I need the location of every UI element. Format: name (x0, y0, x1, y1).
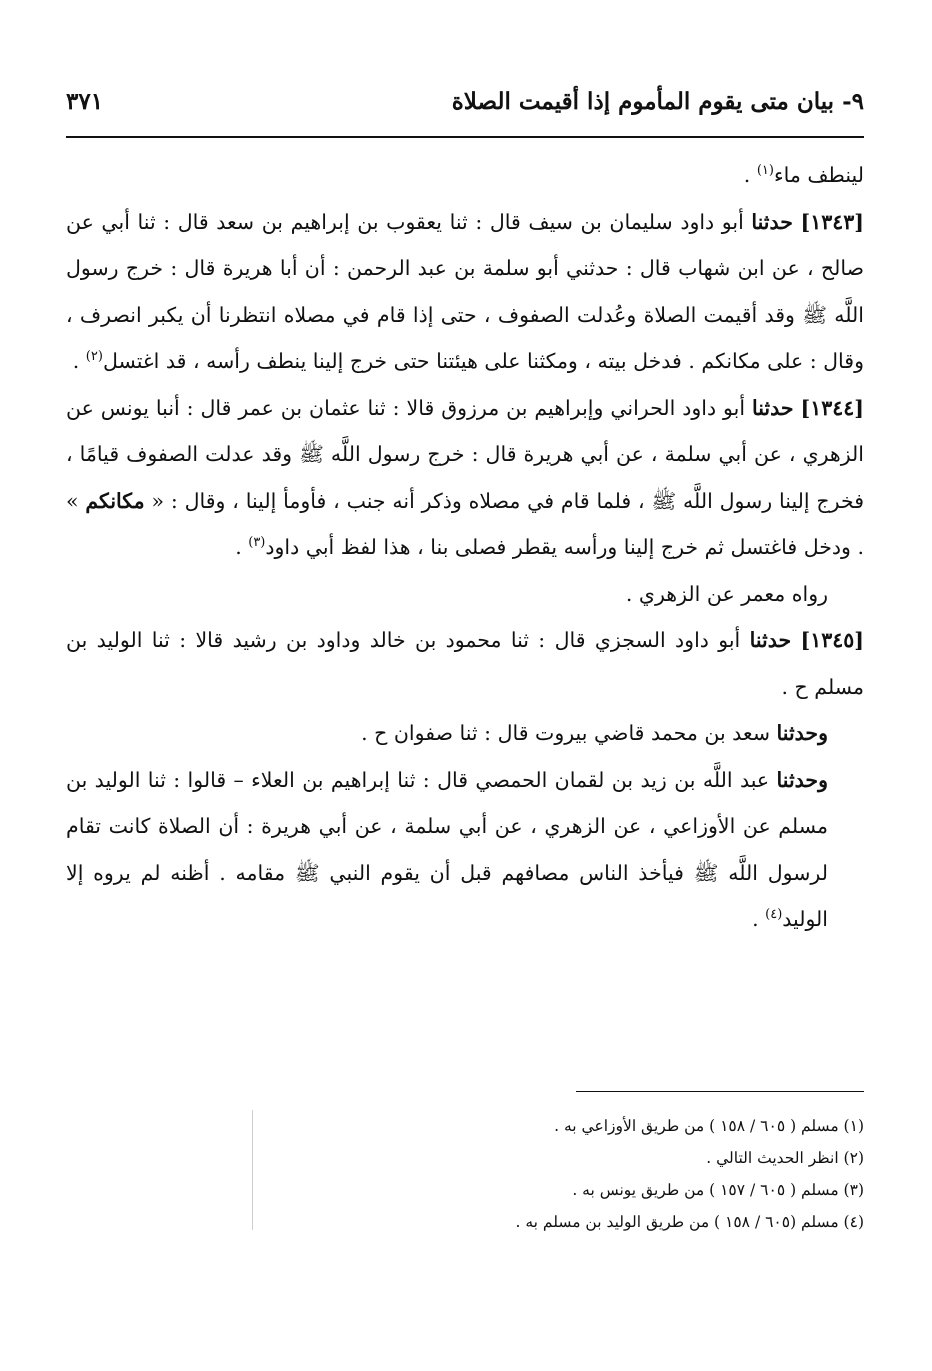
chain-lead-word: وحدثنا (776, 721, 828, 745)
header-divider (66, 136, 864, 138)
hadith-lead-word: حدثنا (751, 209, 793, 234)
hadith-text: أبو داود الحراني وإبراهيم بن مرزوق قالا : ثنا عثمان بن عمر قال : أنبا يونس عن الزهري ، عن أبي سلمة ، عن أبي هريرة قال : خرج رسول اللَّه ﷺ وقد عدلت الصفوف قيامًا ، فخرج إلينا رسول اللَّه ﷺ ، فلما قام في مصلاه وذكر أنه جنب ، فأومأ إلينا ، وقال : « (66, 395, 864, 513)
paragraph-continuation (66, 152, 864, 199)
hadith-1345 (66, 617, 864, 710)
paragraph-text: سعد بن محمد قاضي بيروت قال : ثنا صفوان ح . (361, 721, 777, 745)
hadith-number: [١٣٤٥] (800, 628, 864, 652)
hadith-1343 (66, 199, 864, 385)
hadith-1344 (66, 385, 864, 571)
hadith-lead-word: حدثنا (752, 395, 794, 420)
footnote-divider (576, 1091, 864, 1092)
paragraph-tail: . (72, 349, 86, 373)
main-text (66, 152, 864, 943)
footnote-ref: (٣) (248, 535, 266, 551)
hadith-text: أبو داود سليمان بن سيف قال : ثنا يعقوب بن إبراهيم بن سعد قال : ثنا أبي عن صالح ، عن ابن شهاب قال : حدثني أبو سلمة بن عبد الرحمن : أن أبا هريرة قال : خرج رسول اللَّه ﷺ وقد أقيمت الصلاة وعُدلت الصفوف ، حتى إذا قام في مصلاه انتظرنا أن يكبر انصرف ، وقال : على مكانكم . فدخل بيته ، ومكثنا على هيئتنا حتى خرج إلينا ينطف رأسه ، قد اغتسل (66, 209, 864, 373)
hadith-number: [١٣٤٣] (800, 209, 864, 234)
paragraph-text: لينطف ماء (773, 163, 864, 187)
footnote-ref: (١) (756, 163, 774, 179)
paragraph-tail: . (235, 535, 249, 559)
narration-note (66, 571, 864, 618)
footnote-2: (٢) انظر الحديث التالي . (706, 1149, 864, 1167)
hadith-text: أبو داود السجزي قال : ثنا محمود بن خالد وداود بن رشيد قالا : ثنا الوليد بن مسلم ح . (66, 628, 864, 699)
quoted-word: مكانكم (85, 488, 145, 513)
page-number: ٣٧١ (66, 88, 104, 115)
scan-artifact-line (252, 1110, 253, 1230)
paragraph-text: عبد اللَّه بن زيد بن لقمان الحمصي قال : ثنا إبراهيم بن العلاء – قالوا : ثنا الوليد بن مسلم عن الأوزاعي ، عن الزهري ، عن أبي سلمة ، عن أبي هريرة : أن الصلاة كانت تقام لرسول اللَّه ﷺ فيأخذ الناس مصافهم قبل أن يقوم النبي ﷺ مقامه . أظنه لم يروه إلا الوليد (66, 767, 828, 931)
footnote-4: (٤) مسلم (٦٠٥ / ١٥٨ ) من طريق الوليد بن مسلم به . (515, 1213, 864, 1231)
footnote-1: (١) مسلم ( ٦٠٥ / ١٥٨ ) من طريق الأوزاعي به . (554, 1117, 864, 1135)
footnote-3: (٣) مسلم ( ٦٠٥ / ١٥٧ ) من طريق يونس به . (572, 1181, 864, 1199)
paragraph-text: رواه معمر عن الزهري . (625, 581, 828, 606)
chapter-title: ٩- بيان متى يقوم المأموم إذا أقيمت الصلاة (451, 88, 864, 115)
book-page (66, 0, 864, 1371)
chain-lead-word: وحدثنا (776, 767, 828, 792)
hadith-text-continued: » . ودخل فاغتسل ثم خرج إلينا ورأسه يقطر فصلى بنا ، هذا لفظ أبي داود (66, 488, 864, 559)
running-header (66, 82, 864, 126)
footnotes (66, 1110, 864, 1238)
hadith-lead-word: حدثنا (749, 628, 792, 652)
chain-continuation-1 (66, 710, 864, 757)
paragraph-tail: . (752, 907, 766, 931)
hadith-number: [١٣٤٤] (800, 395, 864, 420)
chain-continuation-2 (66, 757, 864, 943)
paragraph-tail: . (743, 163, 757, 187)
footnote-ref: (٤) (765, 907, 783, 923)
footnote-ref: (٢) (85, 349, 103, 365)
